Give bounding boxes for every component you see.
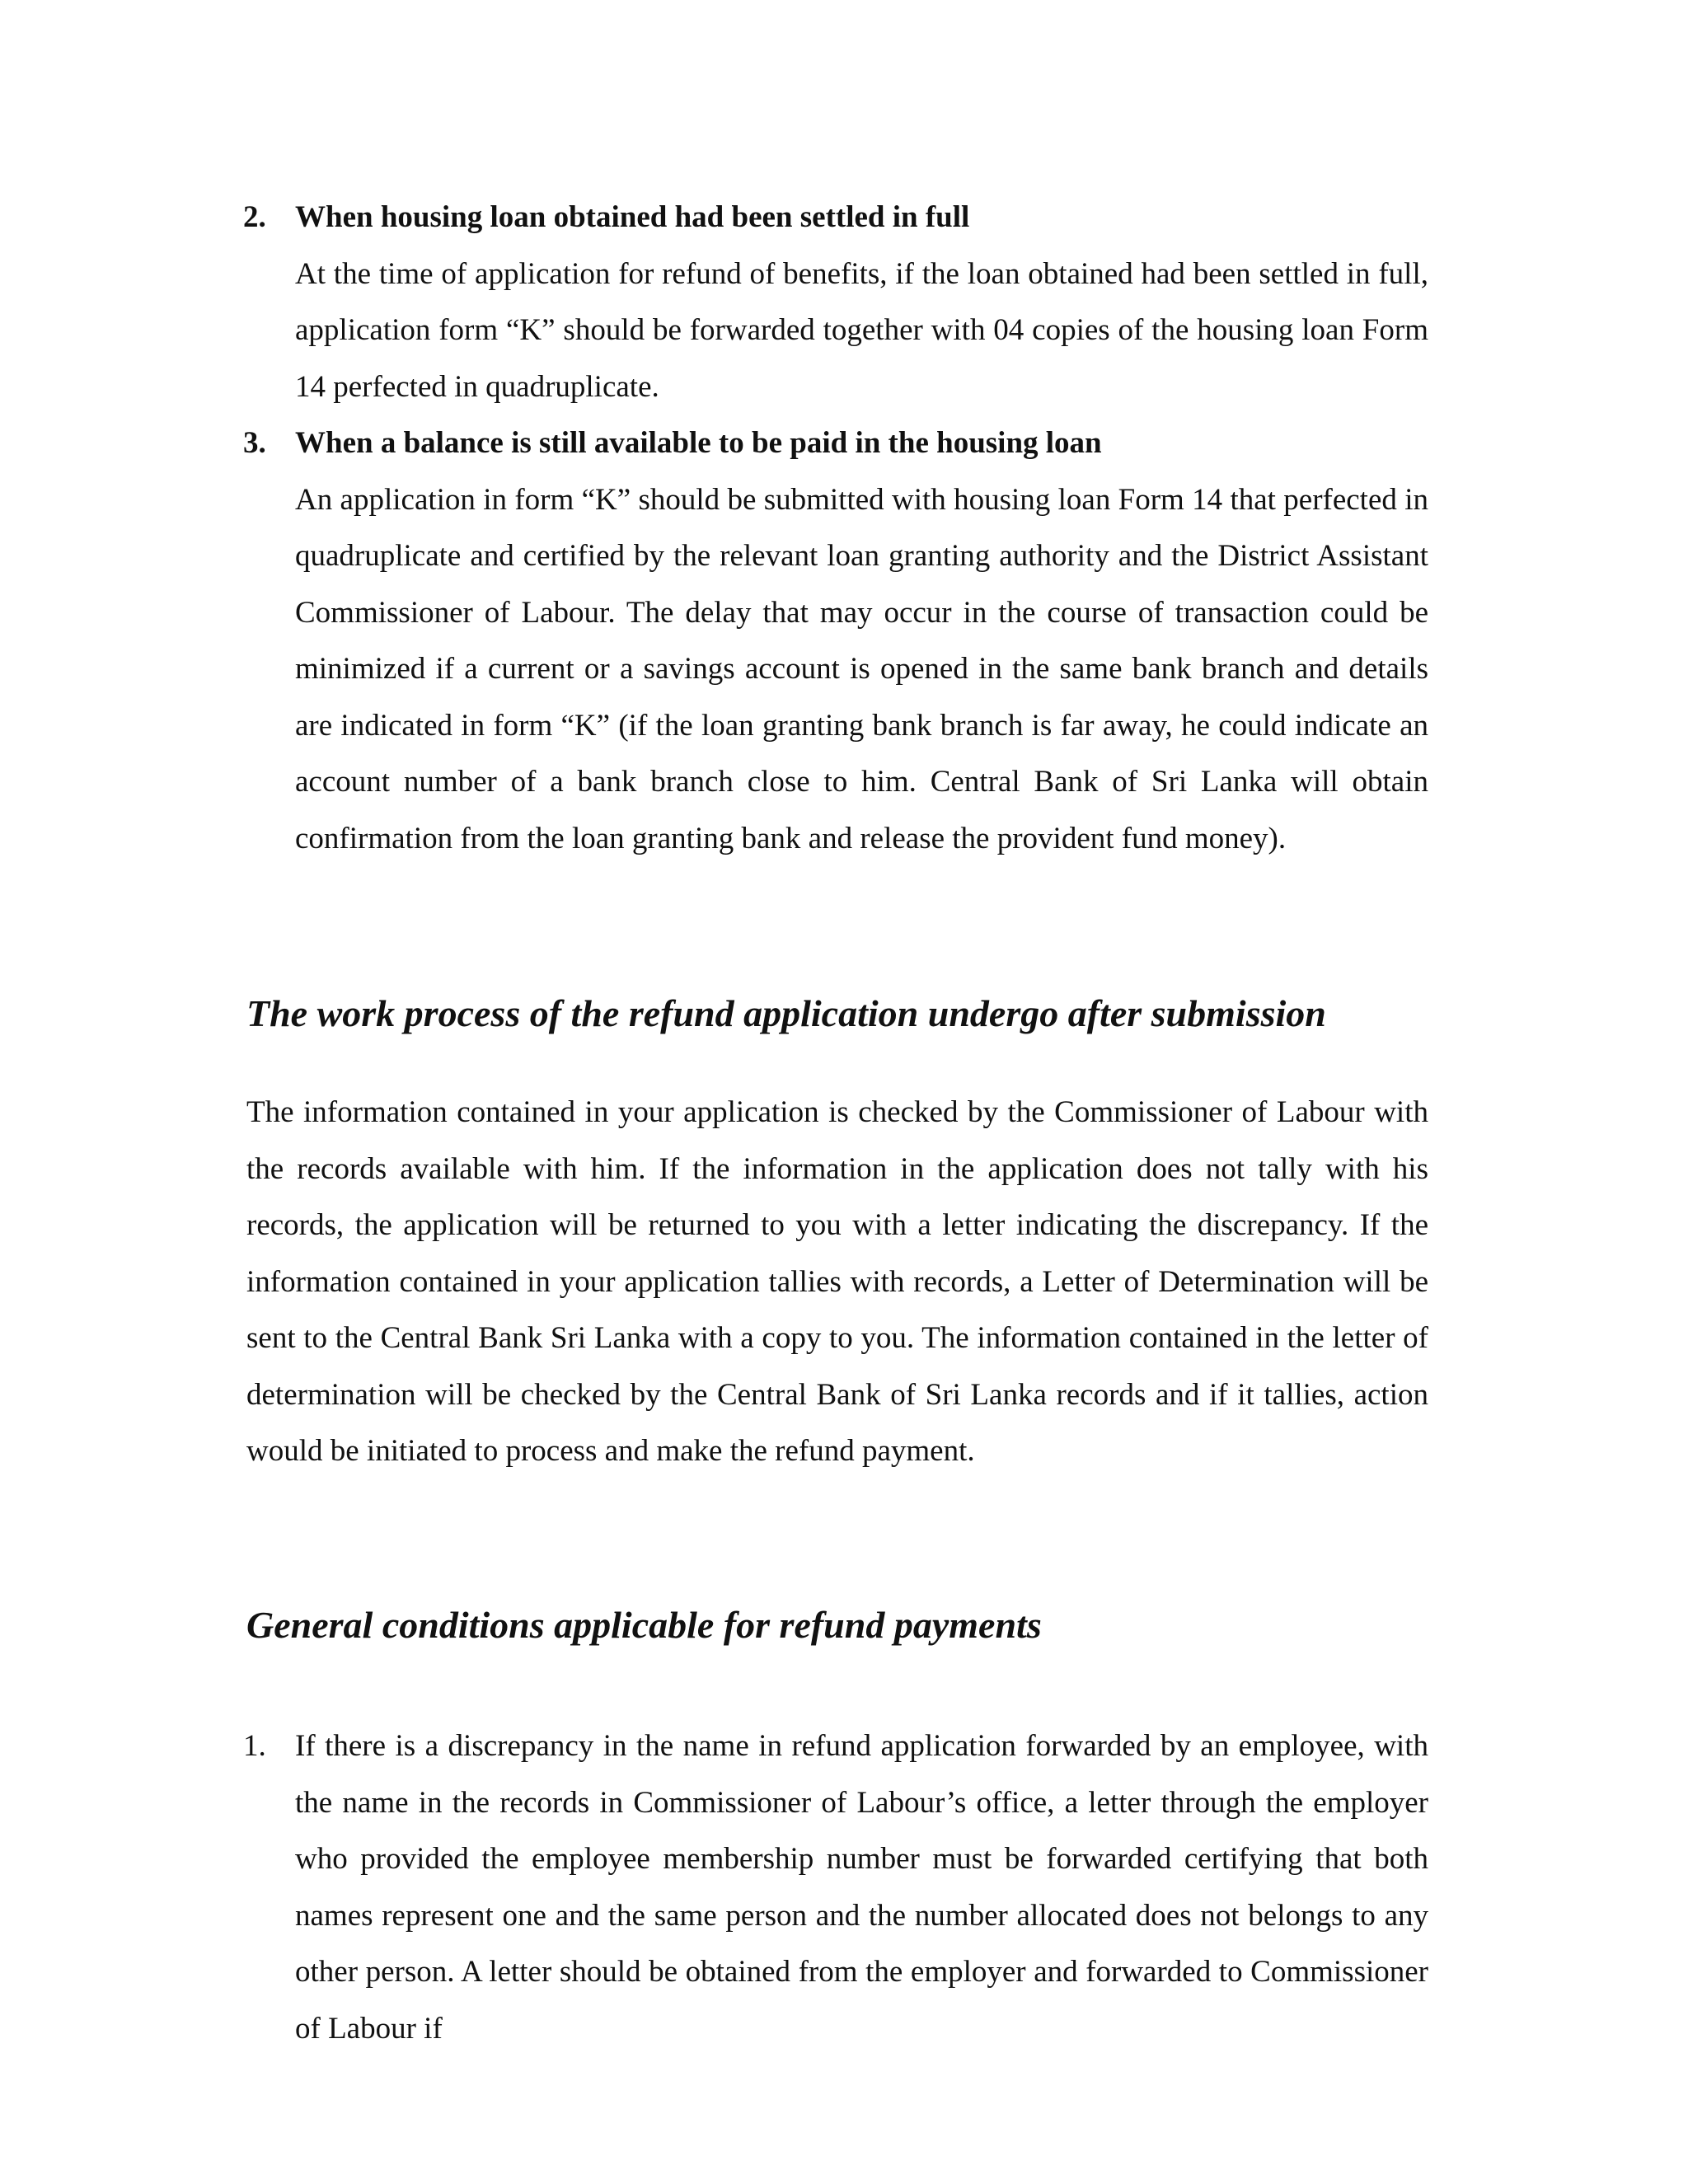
general-condition-item	[243, 1718, 1428, 2057]
item-text: If there is a discrepancy in the name in refund application forwarded by an employee, with the name in the records in Commissioner of Labour’s office, a letter through the employer who provided the employee membership number must be forwarded certifying that both names represent one and the same person and the number allocated does not belongs to any other person. A letter should be obtained from the employer and forwarded to Commissioner of Labour if	[295, 1729, 1428, 2046]
work-process-paragraph: The information contained in your application is checked by the Commissioner of Labour with the records available with him. If the information in the application does not tally with his records, the application will be returned to you with a letter indicating the discrepancy. If the information contained in your application tallies with records, a Letter of Determination will be sent to the Central Bank Sri Lanka with a copy to you. The information contained in the letter of determination will be checked by the Central Bank of Sri Lanka records and if it tallies, action would be initiated to process and make the refund payment.	[246, 1095, 1428, 1468]
work-process-heading: The work process of the refund application undergo after submission	[246, 992, 1326, 1034]
item-heading: When a balance is still available to be paid in the housing loan	[295, 426, 1102, 460]
item-number: 1.	[243, 1729, 266, 1763]
item-text: At the time of application for refund of benefits, if the loan obtained had been settled in full, application form “K” should be forwarded together with 04 copies of the housing loan Form 14 perfected in quadruplicate.	[295, 256, 1428, 404]
loan-item-balance-available	[243, 415, 1428, 867]
loan-item-settled-in-full	[243, 190, 1428, 415]
item-heading: When housing loan obtained had been settled in full	[295, 200, 970, 234]
general-conditions-heading: General conditions applicable for refund payments	[246, 1604, 1042, 1646]
item-text: An application in form “K” should be submitted with housing loan Form 14 that perfected in quadruplicate and certified by the relevant loan granting authority and the District Assistant Commissioner of Labour. The delay that may occur in the course of transaction could be minimized if a current or a savings account is opened in the same bank branch and details are indicated in form “K” (if the loan granting bank branch is far away, he could indicate an account number of a bank branch close to him. Central Bank of Sri Lanka will obtain confirmation from the loan granting bank and release the provident fund money).	[295, 482, 1428, 855]
item-number: 3.	[243, 426, 266, 460]
item-number: 2.	[243, 200, 266, 234]
